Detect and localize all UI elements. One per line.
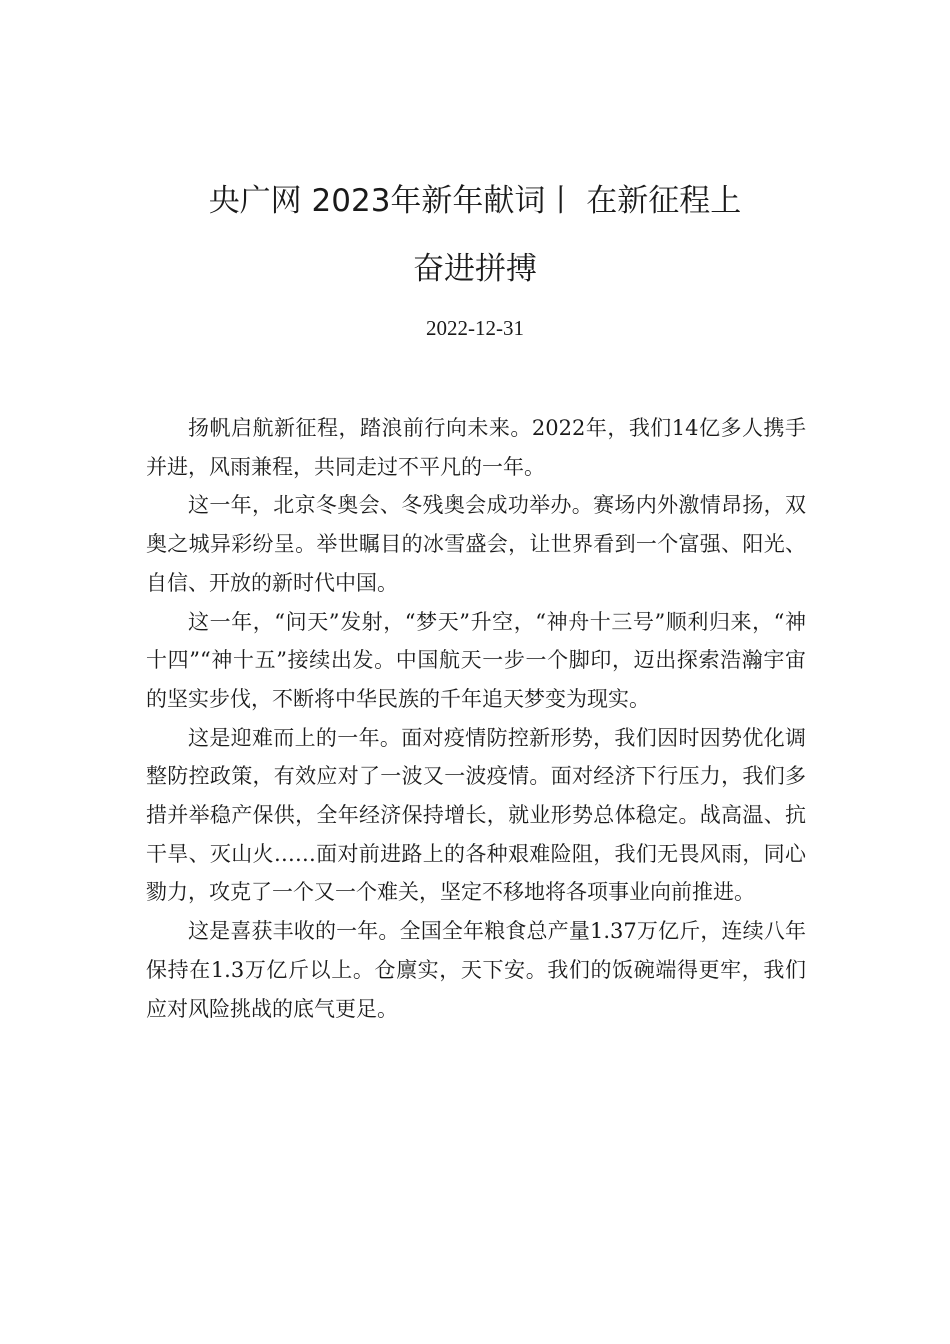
paragraph: 扬帆启航新征程，踏浪前行向未来。2022年，我们14亿多人携手并进，风雨兼程，共同走过不平凡的一年。 bbox=[146, 416, 806, 479]
paragraph: 这是喜获丰收的一年。全国全年粮食总产量1.37万亿斤，连续八年保持在1.3万亿斤以上。仓廪实，天下安。我们的饭碗端得更牢，我们应对风险挑战的底气更足。 bbox=[146, 919, 806, 1021]
paragraph: 这一年，“问天”发射，“梦天”升空，“神舟十三号”顺利归来，“神十四”“神十五”接续出发。中国航天一步一个脚印，迈出探索浩瀚宇宙的坚实步伐，不断将中华民族的千年追天梦变为现实。 bbox=[146, 609, 806, 711]
article-title-line-1: 央广网 2023年新年献词丨 在新征程上 bbox=[208, 183, 742, 219]
article-body bbox=[146, 409, 806, 1028]
paragraph: 这一年，北京冬奥会、冬残奥会成功举办。赛场内外激情昂扬，双奥之城异彩纷呈。举世瞩目的冰雪盛会，让世界看到一个富强、阳光、自信、开放的新时代中国。 bbox=[146, 493, 806, 595]
article-date: 2022-12-31 bbox=[426, 316, 524, 340]
paragraph: 这是迎难而上的一年。面对疫情防控新形势，我们因时因势优化调整防控政策，有效应对了一波又一波疫情。面对经济下行压力，我们多措并举稳产保供，全年经济保持增长，就业形势总体稳定。战高温、抗干旱、灭山火……面对前进路上的各种艰难险阻，我们无畏风雨，同心勠力，攻克了一个又一个难关，坚定不移地将各项事业向前推进。 bbox=[146, 725, 806, 905]
article-title-line-2: 奋进拼搏 bbox=[413, 251, 537, 287]
